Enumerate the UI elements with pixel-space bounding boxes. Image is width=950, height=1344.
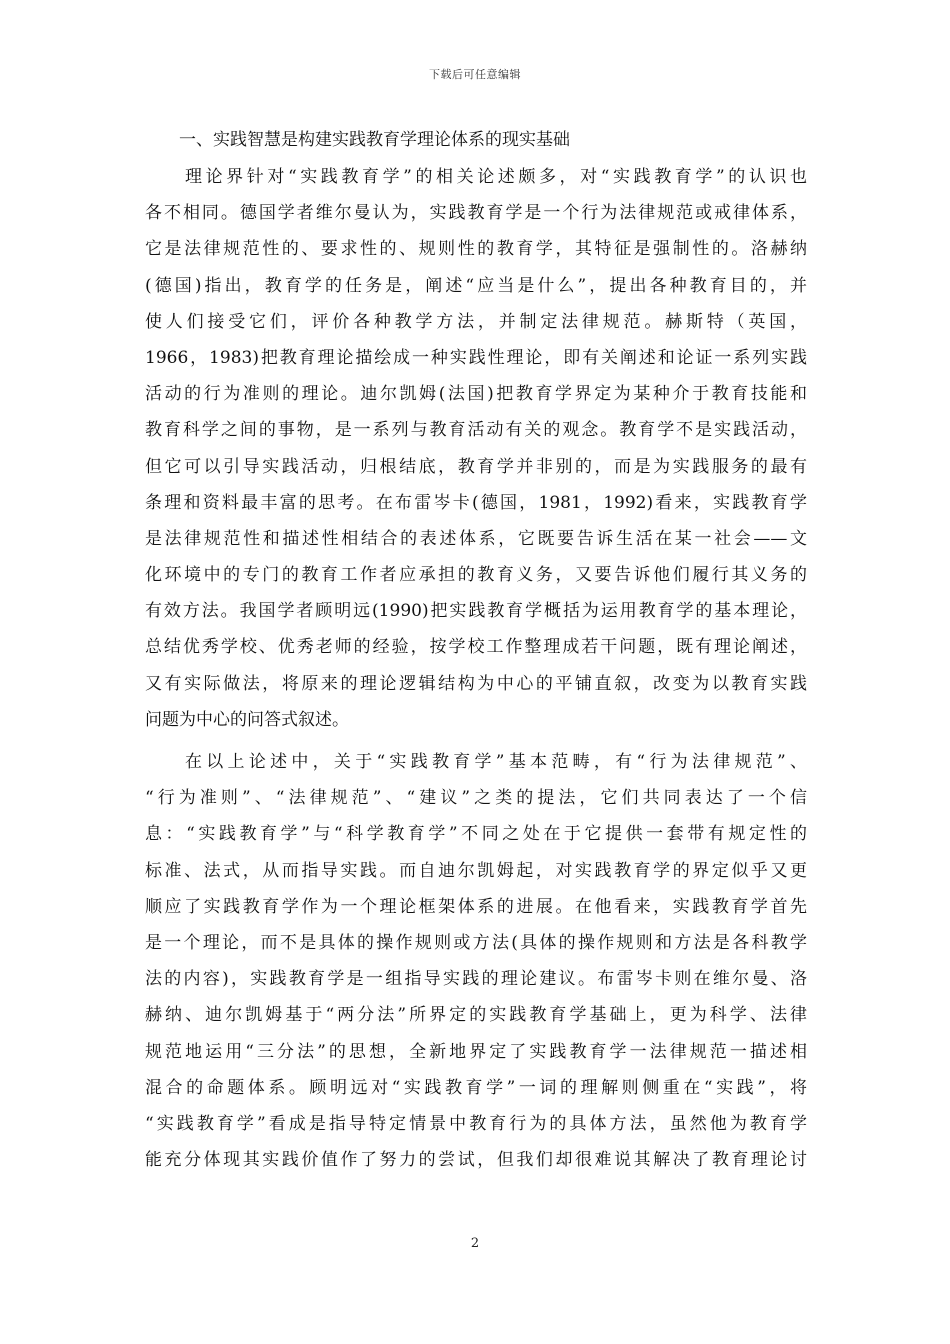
paragraph-line: 在以上论述中，关于“实践教育学”基本范畴，有“行为法律规范”、 — [185, 752, 807, 772]
paragraph-line: 教育科学之间的事物，是一系列与教育活动有关的观念。教育学不是实践活动， — [145, 420, 807, 441]
paragraph-line: 又有实际做法，将原来的理论逻辑结构为中心的平铺直叙，改变为以教育实践 — [145, 673, 807, 694]
paragraph-line: 赫纳、迪尔凯姆基于“两分法”所界定的实践教育学基础上，更为科学、法律 — [145, 1005, 807, 1026]
paragraph-line: (德国)指出，教育学的任务是，阐述“应当是什么”，提出各种教育目的，并 — [145, 275, 807, 296]
paragraph-line: 理论界针对“实践教育学”的相关论述颇多，对“实践教育学”的认识也 — [185, 167, 807, 187]
paragraph-line: 法的内容)，实践教育学是一组指导实践的理论建议。布雷岑卡则在维尔曼、洛 — [145, 969, 807, 990]
paragraph-line: 混合的命题体系。顾明远对“实践教育学”一词的理解则侧重在“实践”，将 — [145, 1077, 807, 1098]
paragraph-line: “实践教育学”看成是指导特定情景中教育行为的具体方法，虽然他为教育学 — [145, 1113, 807, 1134]
paragraph-line: 顺应了实践教育学作为一个理论框架体系的进展。在他看来，实践教育学首先 — [145, 896, 807, 917]
paragraph-line: 但它可以引导实践活动，归根结底，教育学并非别的，而是为实践服务的最有 — [145, 456, 807, 477]
paragraph-1 — [145, 159, 807, 738]
paragraph-line: 各不相同。德国学者维尔曼认为，实践教育学是一个行为法律规范或戒律体系， — [145, 203, 807, 224]
paragraph-line: 它是法律规范性的、要求性的、规则性的教育学，其特征是强制性的。洛赫纳 — [145, 239, 807, 260]
paragraph-line: 1966，1983)把教育理论描绘成一种实践性理论，即有关阐述和论证一系列实践 — [145, 347, 807, 368]
paragraph-line: 化环境中的专门的教育工作者应承担的教育义务，又要告诉他们履行其义务的 — [145, 565, 807, 586]
paragraph-line: 问题为中心的问答式叙述。 — [145, 709, 349, 730]
paragraph-line: 是一个理论，而不是具体的操作规则或方法(具体的操作规则和方法是各科教学 — [145, 932, 807, 953]
page-number: 2 — [470, 1236, 480, 1251]
document-body — [145, 125, 807, 1178]
paragraph-line: 使人们接受它们，评价各种教学方法，并制定法律规范。赫斯特（英国， — [145, 311, 807, 332]
paragraph-line: 标准、法式，从而指导实践。而自迪尔凯姆起，对实践教育学的界定似乎又更 — [145, 860, 807, 881]
paragraph-2 — [145, 744, 807, 1178]
paragraph-line: 总结优秀学校、优秀老师的经验，按学校工作整理成若干问题，既有理论阐述， — [145, 637, 807, 658]
paragraph-line: 条理和资料最丰富的思考。在布雷岑卡(德国，1981，1992)看来，实践教育学 — [145, 492, 807, 513]
paragraph-line: 规范地运用“三分法”的思想，全新地界定了实践教育学一法律规范一描述相 — [145, 1041, 807, 1062]
paragraph-line: 息：“实践教育学”与“科学教育学”不同之处在于它提供一套带有规定性的 — [145, 824, 807, 845]
paragraph-line: 能充分体现其实践价值作了努力的尝试，但我们却很难说其解决了教育理论讨 — [145, 1150, 807, 1171]
paragraph-line: 活动的行为准则的理论。迪尔凯姆(法国)把教育学界定为某种介于教育技能和 — [145, 384, 807, 405]
paragraph-line: 有效方法。我国学者顾明远(1990)把实践教育学概括为运用教育学的基本理论， — [145, 601, 807, 622]
paragraph-line: “行为准则”、“法律规范”、“建议”之类的提法，它们共同表达了一个信 — [145, 788, 807, 809]
section-heading: 一、实践智慧是构建实践教育学理论体系的现实基础 — [179, 130, 570, 150]
paragraph-line: 是法律规范性和描述性相结合的表述体系，它既要告诉生活在某一社会——文 — [145, 528, 807, 549]
page-header: 下载后可任意编辑 — [429, 68, 521, 81]
